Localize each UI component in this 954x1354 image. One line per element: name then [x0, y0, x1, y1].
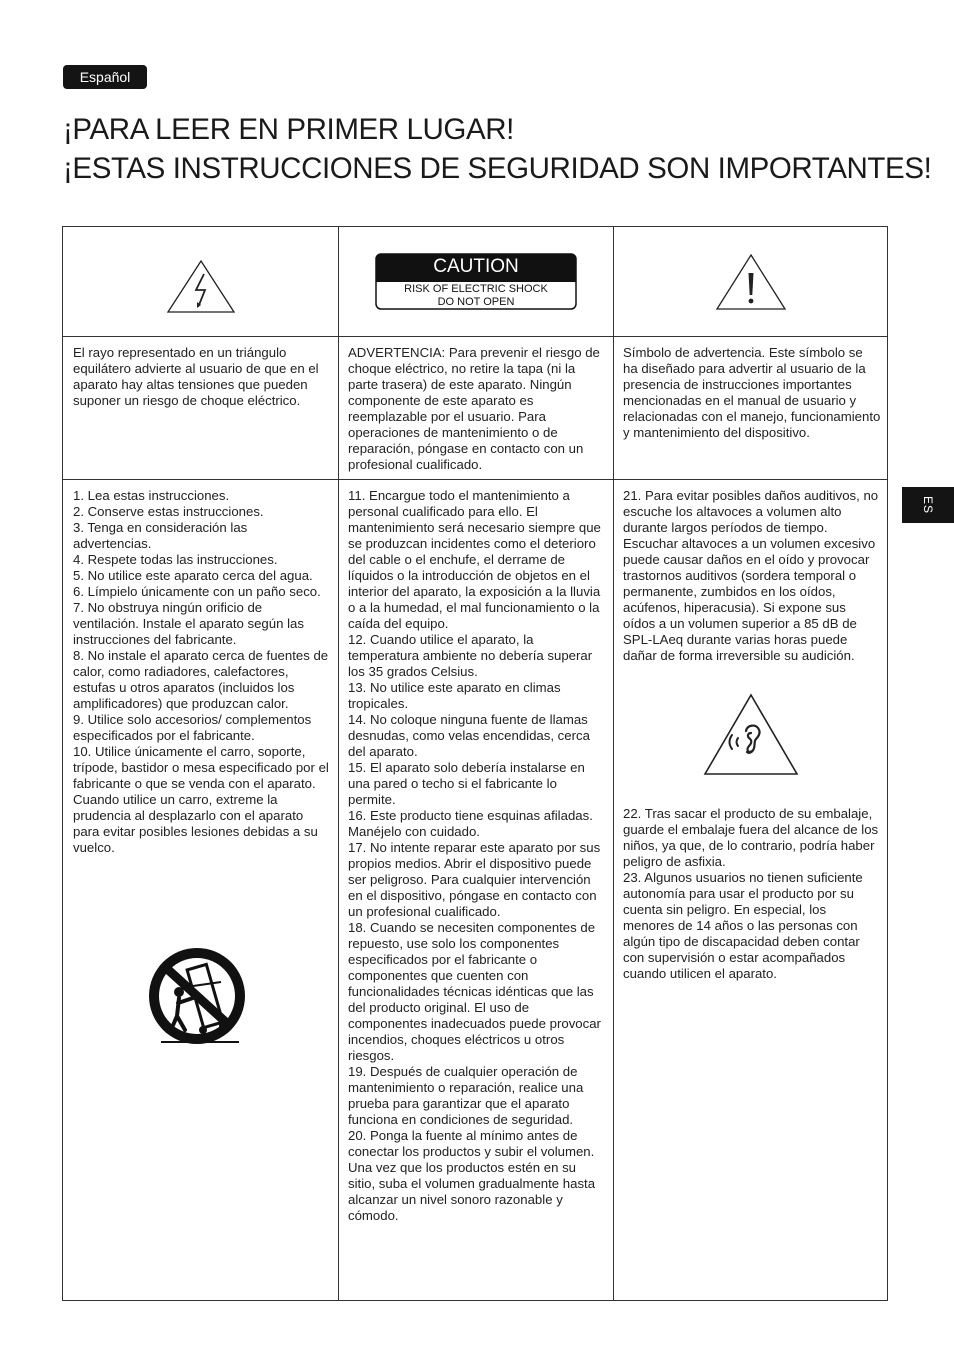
row-divider	[63, 479, 887, 480]
instructions-column-3a: 21. Para evitar posibles daños auditivos, no escuche los altavoces a volumen alto durante largos períodos de tiempo. Escuchar altavoces a un volumen excesivo puede causar daños en el oído y provocar trastornos auditivos (sordera temporal o permanente, zumbidos en los oídos, acúfenos, hiperacusia). Si expone sus oídos a un volumen superior a 85 dB de SPL-LAeq durante varias horas puede dañar de forma irreversible su audición.	[623, 488, 879, 663]
column-divider	[613, 227, 614, 1300]
caution-heading: CAUTION	[433, 256, 519, 277]
page-title-line-1: ¡PARA LEER EN PRIMER LUGAR!	[63, 113, 514, 146]
symbol-description-lightning: El rayo representado en un triángulo equilátero advierte al usuario de que en el aparato hay altas tensiones que pueden suponer un riesgo de choque eléctrico.	[73, 345, 319, 408]
safety-table	[62, 226, 888, 1301]
symbol-description-caution: ADVERTENCIA: Para prevenir el riesgo de choque eléctrico, no retire la tapa (ni la parte trasera) de este aparato. Ningún componente de este aparato es reemplazable por el usuario. Para operaciones de mantenimiento o de reparación, póngase en contacto con un profesional cualificado.	[348, 345, 600, 472]
column-divider	[338, 227, 339, 1300]
side-tab-label: ES	[921, 495, 935, 515]
caution-label-icon	[375, 253, 577, 310]
symbol-description-exclamation: Símbolo de advertencia. Este símbolo se ha diseñado para advertir al usuario de la presencia de instrucciones importantes mencionadas en el manual de usuario y relacionadas con el manejo, funcionamiento y mantenimiento del dispositivo.	[623, 345, 881, 440]
language-side-tab	[902, 487, 954, 523]
instructions-column-3b: 22. Tras sacar el producto de su embalaje, guarde el embalaje fuera del alcance de los niños, ya que, de lo contrario, podría haber peligro de asfixia. 23. Algunos usuarios no tienen suficiente autonomía para usar el producto por su cuenta sin peligro. En especial, los menores de 14 años o las personas con algún tipo de discapacidad deben contar con supervisión o estar acompañados cuando utilicen el aparato.	[623, 806, 879, 981]
hearing-warning-icon	[703, 693, 799, 776]
instructions-column-1: 1. Lea estas instrucciones. 2. Conserve estas instrucciones. 3. Tenga en consideración las advertencias. 4. Respete todas las instrucciones. 5. No utilice este aparato cerca del agua. 6. Límpielo únicamente con un paño seco. 7. No obstruya ningún orificio de ventilación. Instale el aparato según las instrucciones del fabricante. 8. No instale el aparato cerca de fuentes de calor, como radiadores, calefactores, estufas u otros aparatos (incluidos los amplificadores) que produzcan calor. 9. Utilice solo accesorios/ complementos especificados por el fabricante. 10. Utilice únicamente el carro, soporte, trípode, bastidor o mesa especificado por el fabricante o que se venda con el aparato. Cuando utilice un carro, extreme la prudencia al desplazarlo con el aparato para evitar posibles lesiones debidas a su vuelco.	[73, 488, 329, 855]
page-title-line-2: ¡ESTAS INSTRUCCIONES DE SEGURIDAD SON IMPORTANTES!	[63, 152, 932, 185]
row-divider	[63, 336, 887, 337]
language-badge: Español	[63, 65, 147, 89]
cart-tip-over-warning-icon	[147, 946, 247, 1046]
instructions-column-2: 11. Encargue todo el mantenimiento a personal cualificado para ello. El mantenimiento será necesario siempre que se produzcan incidentes como el deterioro del cable o el enchufe, el derrame de líquidos o la introducción de objetos en el interior del aparato, la exposición a la lluvia o a la humedad, el mal funcionamiento o la caída del equipo. 12. Cuando utilice el aparato, la temperatura ambiente no debería superar los 35 grados Celsius. 13. No utilice este aparato en climas tropicales. 14. No coloque ninguna fuente de llamas desnudas, como velas encendidas, cerca del aparato. 15. El aparato solo debería instalarse en una pared o techo si el fabricante lo permite. 16. Este producto tiene esquinas afiladas. Manéjelo con cuidado. 17. No intente reparar este aparato por sus propios medios. Abrir el dispositivo puede ser peligroso. Para cualquier intervención en el dispositivo, póngase en contacto con un profesional cualificado. 18. Cuando se necesiten componentes de repuesto, use solo los componentes especificados por el fabricante o componentes que cuenten con funcionalidades técnicas idénticas que las del producto original. El uso de componentes inadecuados puede provocar incendios, choques eléctricos u otros riesgos. 19. Después de cualquier operación de mantenimiento o reparación, realice una prueba para garantizar que el aparato funciona en condiciones de seguridad. 20. Ponga la fuente al mínimo antes de conectar los productos y subir el volumen. Una vez que los productos estén en su sitio, suba el volumen gradualmente hasta alcanzar un nivel sonoro razonable y cómodo.	[348, 488, 601, 1223]
caution-line-1: RISK OF ELECTRIC SHOCK	[404, 283, 548, 295]
caution-line-2: DO NOT OPEN	[437, 296, 515, 308]
exclamation-warning-icon	[715, 254, 787, 311]
lightning-warning-icon	[166, 260, 236, 314]
